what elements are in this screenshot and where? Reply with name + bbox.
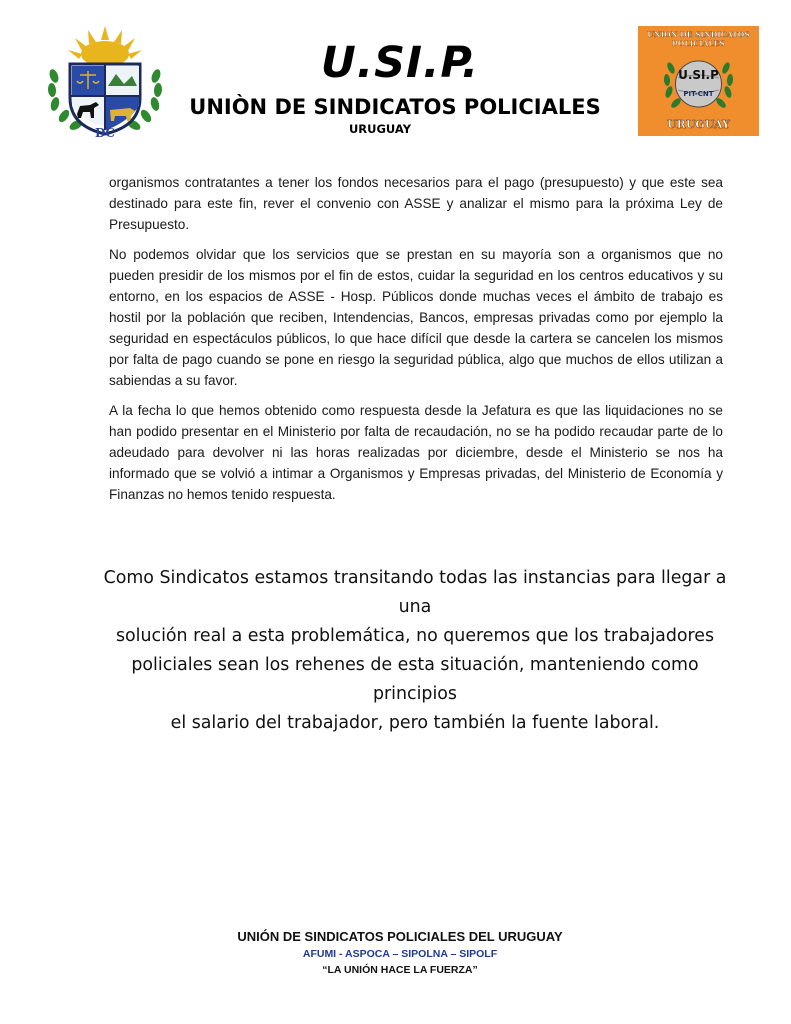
footer-motto: “LA UNIÓN HACE LA FUERZA” [322, 964, 478, 976]
logo-top-text-2: POLICIALES [672, 39, 725, 48]
logo-top-text-1: UNION DE SINDICATOS [647, 30, 750, 39]
closing-line: policiales sean los rehenes de esta situación, manteniendo como principios [131, 655, 699, 704]
letter-footer [150, 928, 650, 978]
logo-bottom-text: URUGUAY [667, 118, 730, 131]
body-paragraph: No podemos olvidar que los servicios que se prestan en su mayoría son a organismos que no pueden presidir de los mismos por el fin de estos, cuidar la seguridad en los centros educativos y su entorno, en los espacios de ASSE - Hosp. Públicos donde muchas veces el ámbito de trabajo es hostil por la población que reciben, Intendencias, Bancos, empresas privadas como por ejemplo la seguridad en espectáculos públicos, lo que hace difícil que desde la cartera se cancelen los mismos por falta de pago cuando se pone en riesgo la seguridad pública, algo que muchos de ellos utilizan a sabiendas a su favor. [109, 247, 723, 388]
footer-org-name: UNIÓN DE SINDICATOS POLICIALES DEL URUGUAY [237, 929, 563, 944]
usip-logo [638, 26, 759, 136]
body-paragraph: organismos contratantes a tener los fondos necesarios para el pago (presupuesto) y que este sea destinado para este fin, rever el convenio con ASSE y analizar el mismo para la próxima Ley de Presupuesto. [109, 175, 723, 232]
org-acronym: U.SI.P. [320, 38, 480, 88]
logo-center-text: U.SI.P [678, 68, 719, 82]
country-label: URUGUAY [348, 122, 412, 136]
usip-laurel-icon [638, 26, 759, 136]
crest-monogram: DC [95, 126, 115, 138]
closing-statement [100, 564, 730, 738]
closing-line: solución real a esta problemática, no queremos que los trabajadores [115, 626, 715, 646]
letter-body [109, 172, 723, 514]
footer-member-unions: AFUMI - ASPOCA – SIPOLNA – SIPOLF [302, 948, 498, 960]
closing-line: Como Sindicatos estamos transitando todas las instancias para llegar a una [103, 568, 727, 617]
closing-line: el salario del trabajador, pero también la fuente laboral. [170, 713, 660, 733]
org-name-heading: UNIÒN DE SINDICATOS POLICIALES [189, 95, 601, 119]
body-paragraph: A la fecha lo que hemos obtenido como respuesta desde la Jefatura es que las liquidaciones no se han podido presentar en el Ministerio por falta de recaudación, no se ha podido recaudar parte de lo adeudado para devolver ni las horas realizadas por diciembre, desde el Ministerio se nos ha informado que se volvió a intimar a Organismos y Empresas privadas, del Ministerio de Economía y Finanzas no hemos tenido respuesta. [109, 403, 723, 502]
coat-of-arms-icon [44, 26, 166, 138]
logo-sub-text: PIT-CNT [683, 90, 714, 98]
